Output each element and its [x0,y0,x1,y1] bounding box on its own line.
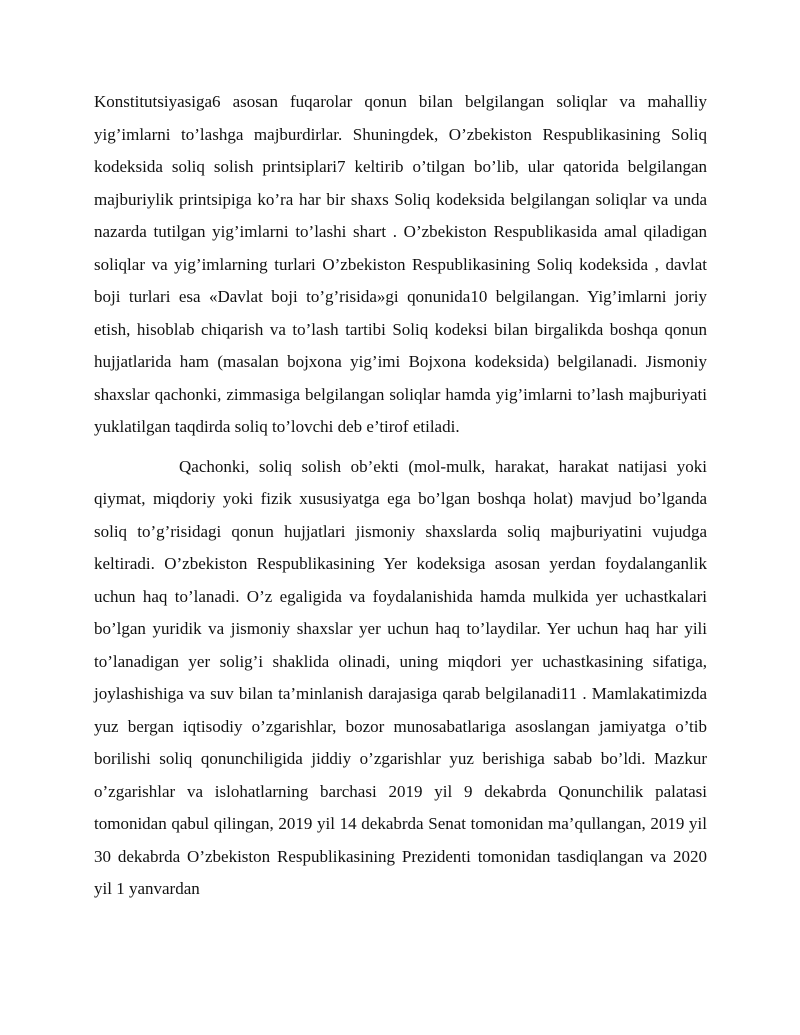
paragraph-1: Konstitutsiyasiga6 asosan fuqarolar qonun bilan belgilangan soliqlar va mahalliy yig’imlarni to’lashga majburdirlar. Shuningdek, O’zbekiston Respublikasining Soliq kodeksida soliq solish printsiplari7 keltirib o’tilgan bo’lib, ular qatorida belgilangan majburiylik printsipiga ko’ra har bir shaxs Soliq kodeksida belgilangan soliqlar va unda nazarda tutilgan yig’imlarni to’lashi shart . O’zbekiston Respublikasida amal qiladigan soliqlar va yig’imlarning turlari O’zbekiston Respublikasining Soliq kodeksida , davlat boji turlari esa «Davlat boji to’g’risida»gi qonunida10 belgilangan. Yig’imlarni joriy etish, hisoblab chiqarish va to’lash tartibi Soliq kodeksi bilan birgalikda boshqa qonun hujjatlarida ham (masalan bojxona yig’imi Bojxona kodeksida) belgilanadi. Jismoniy shaxslar qachonki, zimmasiga belgilangan soliqlar hamda yig’imlarni to’lash majburiyati yuklatilgan taqdirda soliq to’lovchi deb e’tirof etiladi. [94,92,707,436]
document-page [94,86,707,906]
paragraph-2: Qachonki, soliq solish ob’ekti (mol-mulk, harakat, harakat natijasi yoki qiymat, miqdoriy yoki fizik xususiyatga ega bo’lgan boshqa holat) mavjud bo’lganda soliq to’g’risidagi qonun hujjatlari jismoniy shaxslarda soliq majburiyatini vujudga keltiradi. O’zbekiston Respublikasining Yer kodeksiga asosan yerdan foydalanganlik uchun haq to’lanadi. O’z egaligida va foydalanishida hamda mulkida yer uchastkalari bo’lgan yuridik va jismoniy shaxslar yer uchun haq to’laydilar. Yer uchun haq har yili to’lanadigan yer solig’i shaklida olinadi, uning miqdori yer uchastkasining sifatiga, joylashishiga va suv bilan ta’minlanish darajasiga qarab belgilanadi11 . Mamlakatimizda yuz bergan iqtisodiy o’zgarishlar, bozor munosabatlariga asoslangan jamiyatga o’tib borilishi soliq qonunchiligida jiddiy o’zgarishlar yuz berishiga sabab bo’ldi. Mazkur o’zgarishlar va islohatlarning barchasi 2019 yil 9 dekabrda Qonunchilik palatasi tomonidan qabul qilingan, 2019 yil 14 dekabrda Senat tomonidan ma’qullangan, 2019 yil 30 dekabrda O’zbekiston Respublikasining Prezidenti tomonidan tasdiqlangan va 2020 yil 1 yanvardan [94,456,707,898]
